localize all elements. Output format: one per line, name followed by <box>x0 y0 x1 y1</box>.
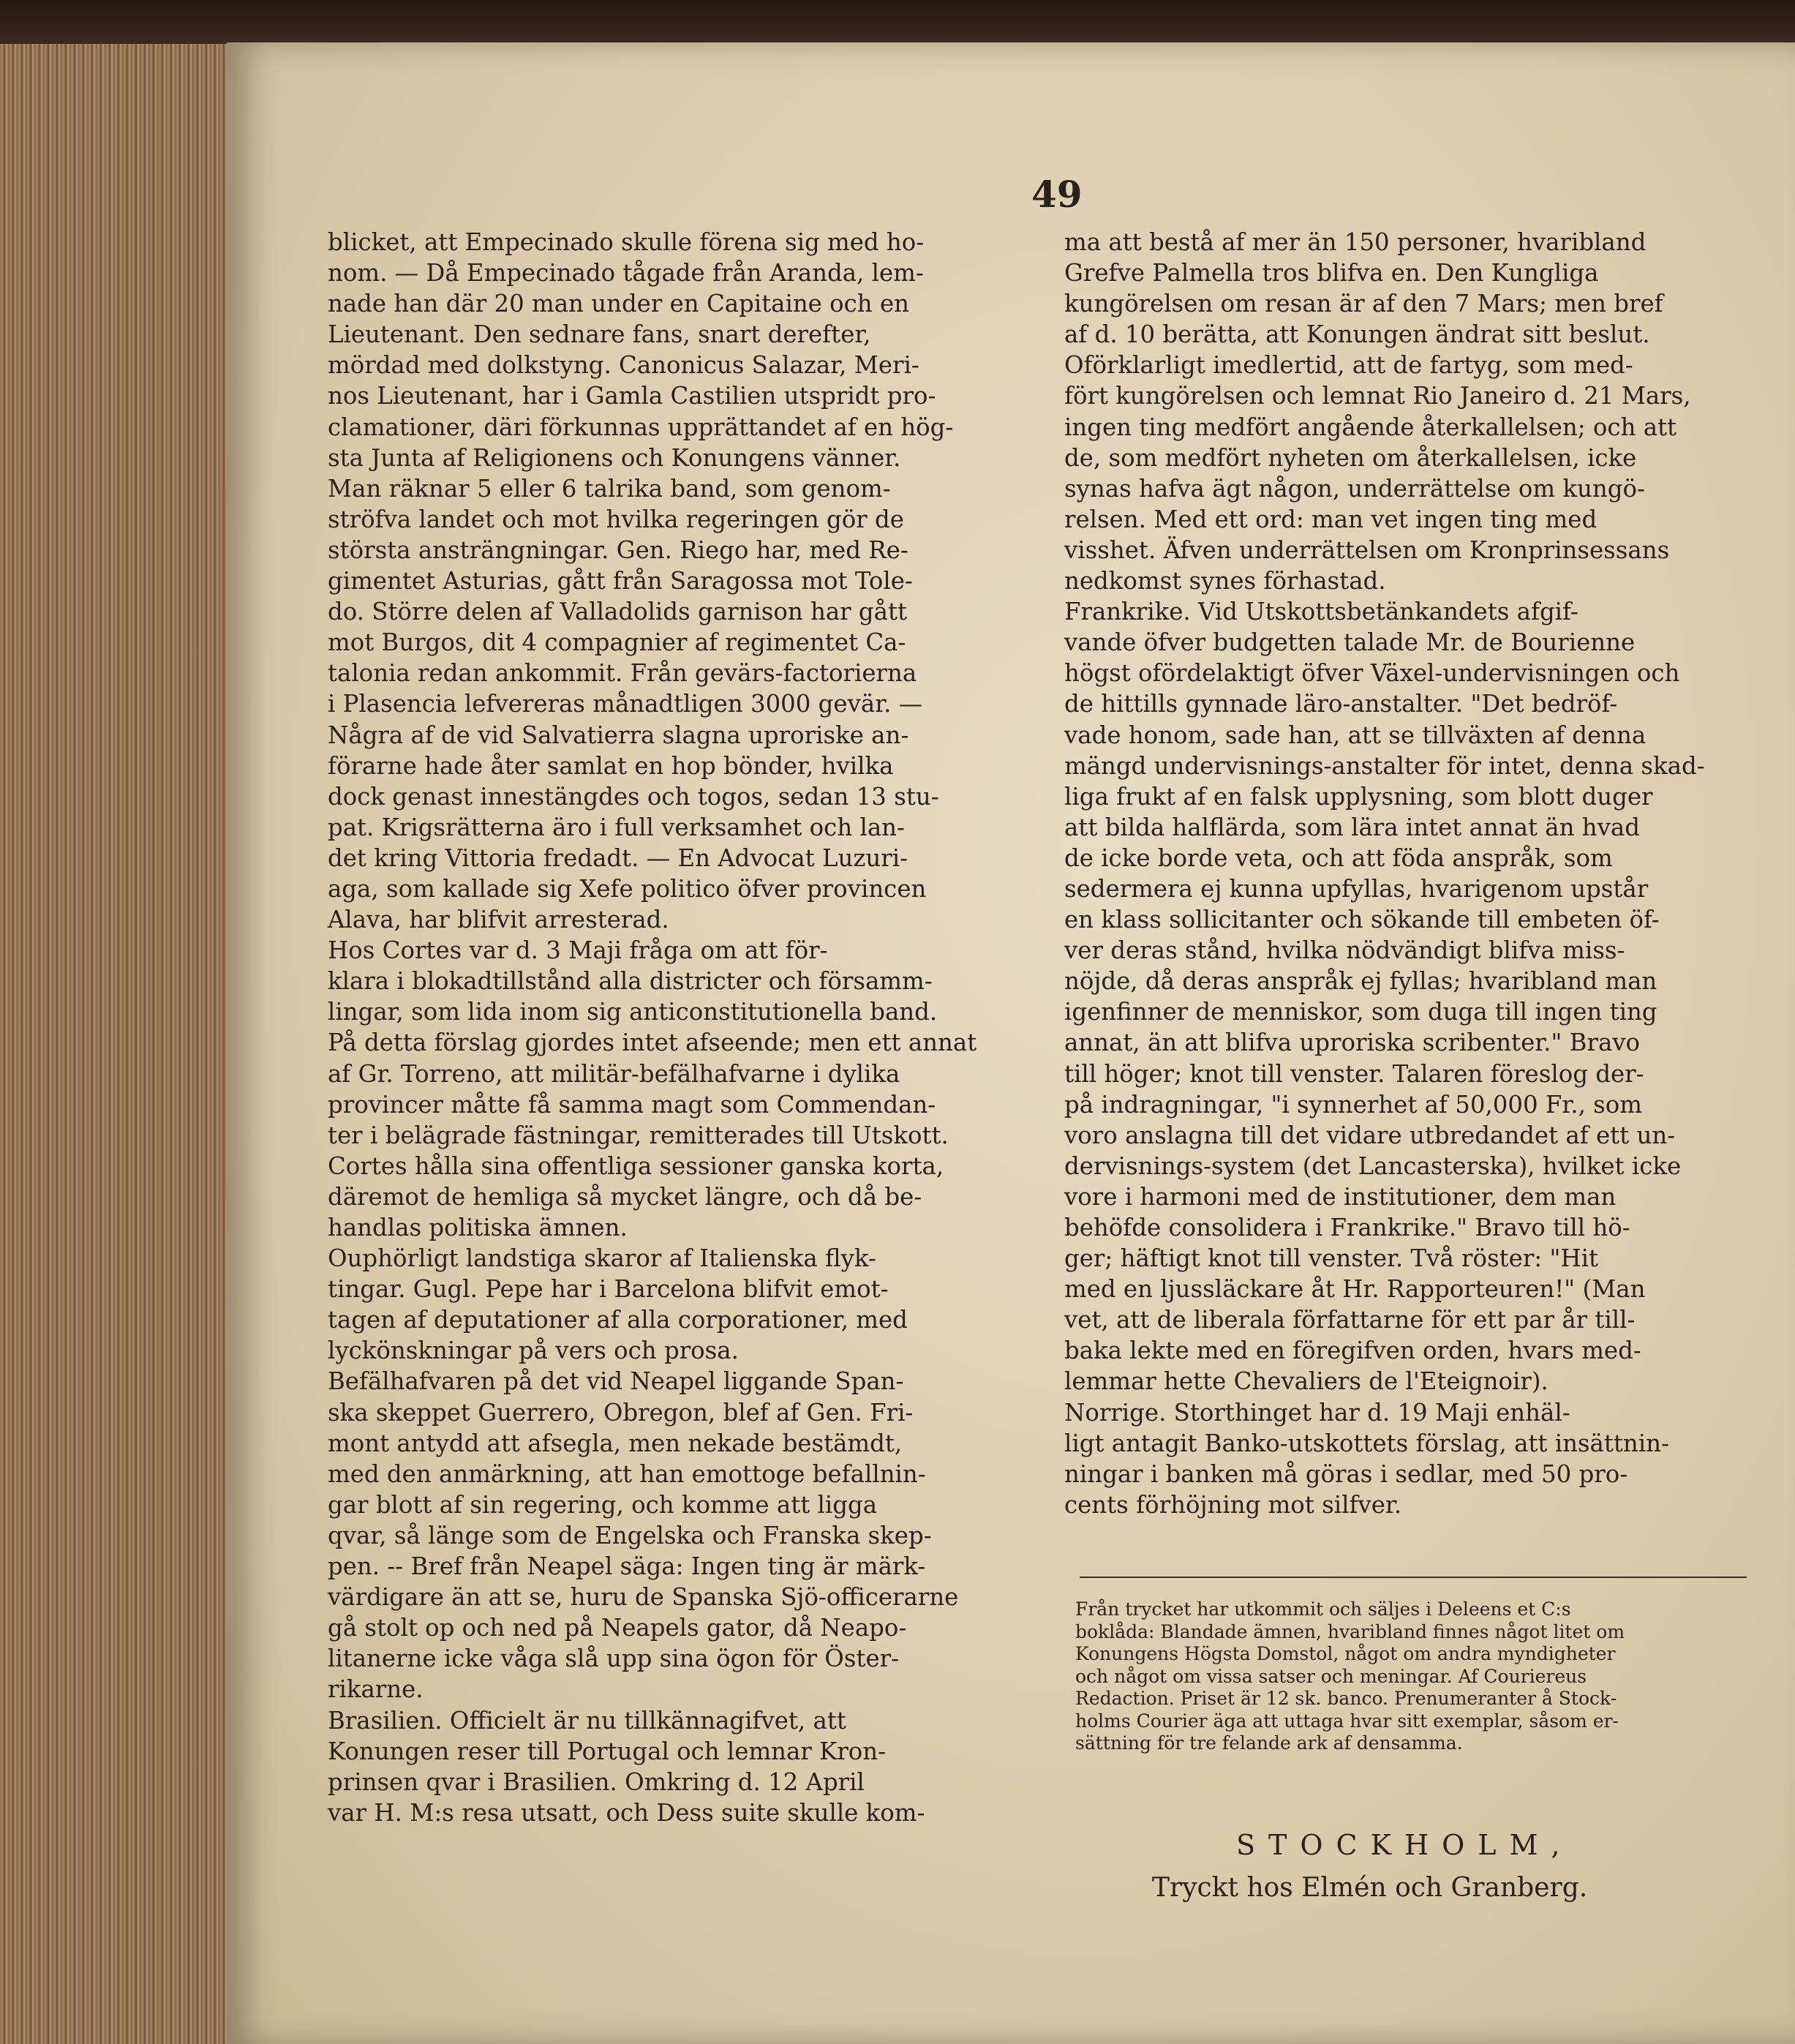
text-line: aga, som kallade sig Xefe politico öfver provincen <box>328 874 927 903</box>
text-line: ströfva landet och mot hvilka regeringen gör de <box>328 505 904 533</box>
page-number: 49 <box>1031 173 1083 216</box>
imprint-printer: Tryckt hos Elmén och Granberg. <box>1152 1873 1588 1903</box>
text-line: ger; häftigt knot till venster. Två röster: "Hit <box>1064 1244 1599 1273</box>
text-line: ingen ting medfört angående återkallelsen; och att <box>1064 413 1677 441</box>
text-line: att bilda halflärda, som lära intet annat än hvad <box>1064 813 1640 841</box>
right-text-column <box>1064 227 1759 1520</box>
text-line: Hos Cortes var d. 3 Maji fråga om att för- <box>328 936 828 965</box>
text-line: provincer måtte få samma magt som Commendan- <box>328 1090 936 1119</box>
imprint-city: STOCKHOLM, <box>1236 1829 1573 1861</box>
text-line: synas hafva ägt någon, underrättelse om kungö- <box>1064 474 1645 503</box>
text-line: Frankrike. Vid Utskottsbetänkandets afgif- <box>1064 598 1578 626</box>
text-line: af d. 10 berätta, att Konungen ändrat sitt beslut. <box>1064 320 1650 349</box>
text-line: en klass sollicitanter och sökande till embeten öf- <box>1064 906 1660 934</box>
text-line: tingar. Gugl. Pepe har i Barcelona blifvit emot- <box>328 1275 889 1304</box>
text-line: nos Lieutenant, har i Gamla Castilien utspridt pro- <box>328 382 936 410</box>
text-line: klara i blokadtillstånd alla districter och församm- <box>328 967 933 996</box>
text-line: mont antydd att afsegla, men nekade bestämdt, <box>328 1429 903 1457</box>
text-line: Lieutenant. Den sednare fans, snart derefter, <box>328 320 871 349</box>
text-line: nade han där 20 man under en Capitaine och en <box>328 290 909 318</box>
text-line: var H. M:s resa utsatt, och Dess suite skulle kom- <box>328 1798 925 1827</box>
book-page-edges <box>0 44 237 2044</box>
text-line: kungörelsen om resan är af den 7 Mars; men bref <box>1064 290 1663 318</box>
text-line: ligt antagit Banko-utskottets förslag, att insättnin- <box>1064 1429 1669 1457</box>
text-line: Några af de vid Salvatierra slagna uproriske an- <box>328 721 909 749</box>
text-line: cents förhöjning mot silfver. <box>1064 1490 1402 1519</box>
footnote-divider <box>1080 1577 1747 1578</box>
text-line: de icke borde veta, och att föda anspråk, som <box>1064 843 1613 872</box>
text-line: talonia redan ankommit. Från gevärs-factorierna <box>328 659 917 688</box>
text-line: rikarne. <box>328 1675 424 1704</box>
text-line: mängd undervisnings-anstalter för intet, denna skad- <box>1064 751 1705 780</box>
text-line: På detta förslag gjordes intet afseende; men ett annat <box>328 1029 977 1057</box>
text-line: dock genast innestängdes och togos, sedan 13 stu- <box>328 782 939 811</box>
text-line: de hittills gynnade läro-anstalter. "Det bedröf- <box>1064 690 1618 718</box>
text-line: vande öfver budgetten talade Mr. de Bourienne <box>1064 628 1636 657</box>
text-line: förarne hade åter samlat en hop bönder, hvilka <box>328 751 894 780</box>
footnote-line: Konungens Högsta Domstol, något om andra myndigheter <box>1075 1643 1616 1664</box>
text-line: vet, att de liberala författarne för ett par år till- <box>1064 1306 1636 1334</box>
text-line: qvar, så länge som de Engelska och Franska skep- <box>328 1521 932 1549</box>
text-line: lemmar hette Chevaliers de l'Eteignoir). <box>1064 1367 1548 1396</box>
text-line: nöjde, då deras anspråk ej fyllas; hvaribland man <box>1064 967 1657 996</box>
text-line: clamationer, däri förkunnas upprättandet af en hög- <box>328 413 954 441</box>
text-line: nom. — Då Empecinado tågade från Aranda, lem- <box>328 259 924 288</box>
text-line: pat. Krigsrätterna äro i full verksamhet och lan- <box>328 813 905 841</box>
text-line: gå stolt op och ned på Neapels gator, då Neapo- <box>328 1614 907 1642</box>
text-line: med en ljussläckare åt Hr. Rapporteuren!" (Man <box>1064 1275 1646 1304</box>
text-line: voro anslagna till det vidare utbredandet af ett un- <box>1064 1121 1676 1149</box>
text-line: högst ofördelaktigt öfver Växel-undervisningen och <box>1064 659 1680 688</box>
text-line: ningar i banken må göras i sedlar, med 50 pro- <box>1064 1459 1628 1488</box>
text-line: Norrige. Storthinget har d. 19 Maji enhäl- <box>1064 1398 1570 1427</box>
text-line: gar blott af sin regering, och komme att ligga <box>328 1490 878 1519</box>
text-line: ver deras stånd, hvilka nödvändigt blifva miss- <box>1064 936 1625 965</box>
text-line: Cortes hålla sina offentliga sessioner ganska korta, <box>328 1151 944 1180</box>
footnote-line: och något om vissa satser och meningar. Af Couriereus <box>1075 1665 1587 1687</box>
text-line: det kring Vittoria fredadt. — En Advocat Luzuri- <box>328 843 908 872</box>
text-line: do. Större delen af Valladolids garnison har gått <box>328 598 908 626</box>
footnote <box>1075 1598 1756 1755</box>
footnote-line: holms Courier äga att uttaga hvar sitt exemplar, såsom er- <box>1075 1710 1619 1732</box>
text-line: ska skeppet Guerrero, Obregon, blef af Gen. Fri- <box>328 1398 914 1427</box>
text-line: handlas politiska ämnen. <box>328 1214 628 1241</box>
text-line: relsen. Med ett ord: man vet ingen ting med <box>1064 505 1598 533</box>
text-line: prinsen qvar i Brasilien. Omkring d. 12 April <box>328 1767 865 1796</box>
text-line: nedkomst synes förhastad. <box>1064 567 1386 595</box>
text-line: behöfde consolidera i Frankrike." Bravo till hö- <box>1064 1214 1630 1241</box>
text-line: tagen af deputationer af alla corporationer, med <box>328 1306 908 1334</box>
text-line: Oförklarligt imedlertid, att de fartyg, som med- <box>1064 351 1633 380</box>
text-line: gimentet Asturias, gått från Saragossa mot Tole- <box>328 567 913 595</box>
text-line: pen. -- Bref från Neapel säga: Ingen ting är märk- <box>328 1552 926 1581</box>
text-line: Alava, har blifvit arresterad. <box>328 906 669 934</box>
text-line: till höger; knot till venster. Talaren föreslog der- <box>1064 1059 1644 1088</box>
text-line: visshet. Äfven underrättelsen om Kronprinsessans <box>1064 536 1670 564</box>
text-line: dervisnings-system (det Lancasterska), hvilket icke <box>1064 1151 1682 1180</box>
footnote-line: Redaction. Priset är 12 sk. banco. Prenumeranter å Stock- <box>1075 1688 1617 1709</box>
scan-background <box>0 0 1795 44</box>
left-text-column <box>328 227 1052 1828</box>
text-line: liga frukt af en falsk upplysning, som blott duger <box>1064 782 1653 811</box>
text-line: Brasilien. Officielt är nu tillkännagifvet, att <box>328 1706 846 1735</box>
text-line: Konungen reser till Portugal och lemnar Kron- <box>328 1737 887 1765</box>
text-line: på indragningar, "i synnerhet af 50,000 Fr., som <box>1064 1090 1643 1119</box>
text-line: Ouphörligt landstiga skaror af Italienska flyk- <box>328 1244 876 1273</box>
text-line: största ansträngningar. Gen. Riego har, med Re- <box>328 536 908 564</box>
text-line: annat, än att blifva uproriska scribenter." Bravo <box>1064 1029 1641 1057</box>
text-line: Man räknar 5 eller 6 talrika band, som genom- <box>328 474 891 503</box>
text-line: lyckönskningar på vers och prosa. <box>328 1337 739 1365</box>
text-line: sedermera ej kunna upfyllas, hvarigenom upstår <box>1064 874 1649 903</box>
footnote-line: Från trycket har utkommit och säljes i Deleens et C:s <box>1075 1598 1571 1620</box>
text-line: baka lekte med en föregifven orden, hvars med- <box>1064 1337 1641 1365</box>
text-line: vore i harmoni med de institutioner, dem man <box>1064 1182 1617 1211</box>
text-line: sta Junta af Religionens och Konungens vänner. <box>328 443 901 472</box>
footnote-line: sättning för tre felande ark af densamma. <box>1075 1732 1463 1754</box>
text-line: mot Burgos, dit 4 compagnier af regimentet Ca- <box>328 628 906 657</box>
text-line: af Gr. Torreno, att militär-befälhafvarne i dylika <box>328 1059 900 1088</box>
text-line: de, som medfört nyheten om återkallelsen, icke <box>1064 443 1637 472</box>
text-line: mördad med dolkstyng. Canonicus Salazar, Meri- <box>328 351 919 380</box>
text-line: däremot de hemliga så mycket längre, och då be- <box>328 1182 922 1211</box>
text-line: fört kungörelsen och lemnat Rio Janeiro d. 21 Mars, <box>1064 382 1691 410</box>
text-line: ma att bestå af mer än 150 personer, hvaribland <box>1064 228 1647 256</box>
text-line: i Plasencia lefvereras månadtligen 3000 gevär. — <box>328 690 923 718</box>
text-line: ter i belägrade fästningar, remitterades till Utskott. <box>328 1121 949 1149</box>
text-line: Grefve Palmella tros blifva en. Den Kungliga <box>1064 259 1599 288</box>
text-line: Befälhafvaren på det vid Neapel liggande Span- <box>328 1367 904 1396</box>
text-line: litanerne icke våga slå upp sina ögon för Öster- <box>328 1645 900 1673</box>
text-line: igenfinner de menniskor, som duga till ingen ting <box>1064 998 1657 1026</box>
text-line: vade honom, sade han, att se tillväxten af denna <box>1064 721 1647 749</box>
footnote-line: boklåda: Blandade ämnen, hvaribland finnes något litet om <box>1075 1620 1625 1642</box>
text-line: blicket, att Empecinado skulle förena sig med ho- <box>328 228 925 256</box>
text-line: värdigare än att se, huru de Spanska Sjö-officerarne <box>328 1583 959 1612</box>
text-line: med den anmärkning, att han emottoge befallnin- <box>328 1459 926 1488</box>
text-line: lingar, som lida inom sig anticonstitutionella band. <box>328 998 938 1026</box>
